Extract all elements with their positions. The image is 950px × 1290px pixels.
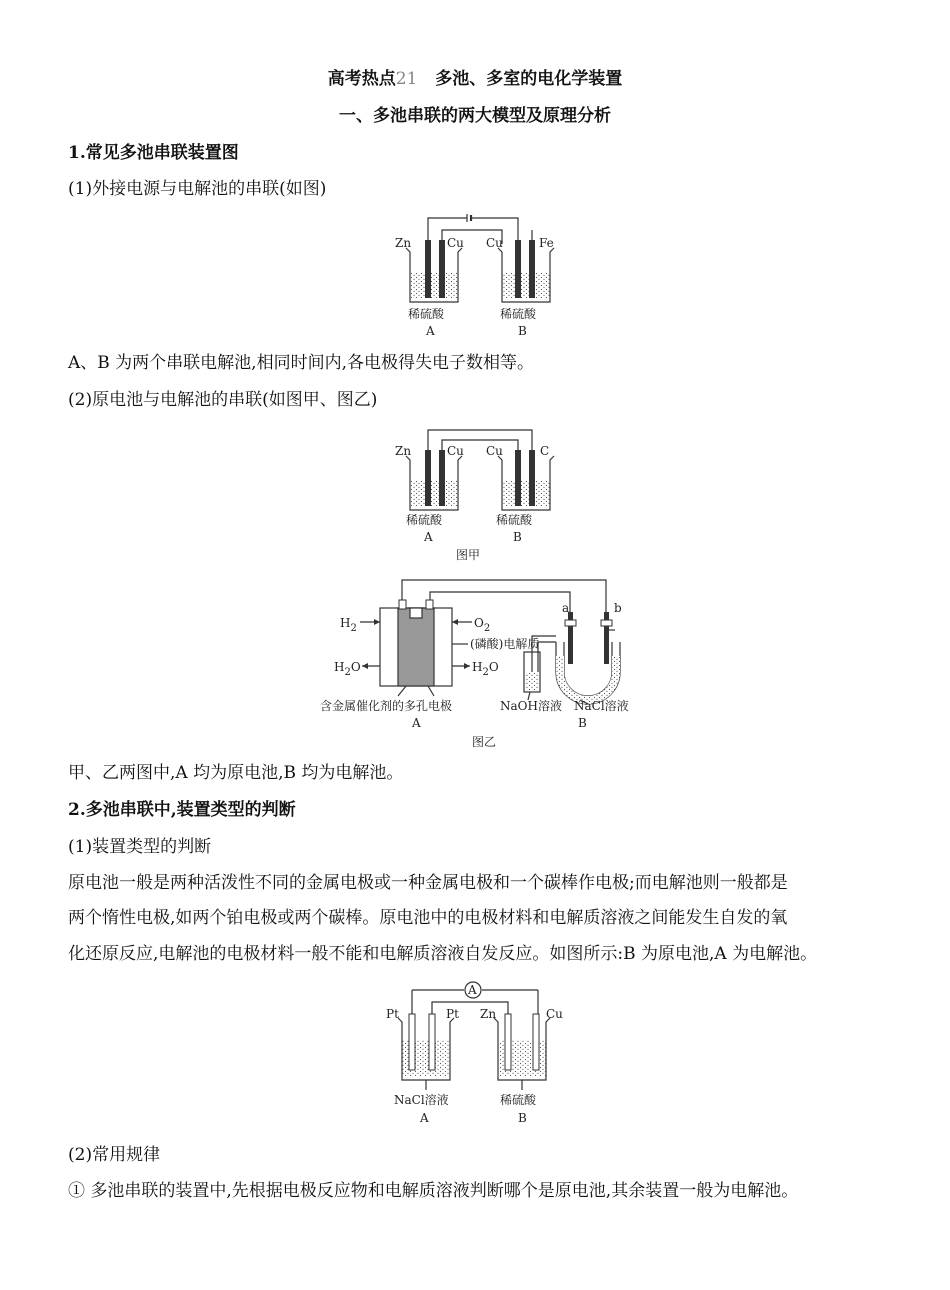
figure-caption: 图甲 (456, 548, 481, 562)
label-b: b (614, 601, 622, 615)
label-cu-1: Cu (447, 444, 464, 458)
figure-2 (390, 424, 570, 564)
s1-heading: 1.常见多池串联装置图 (68, 143, 239, 163)
label-o2-sub: 2 (483, 623, 491, 634)
label-cu-1: Cu (447, 236, 464, 250)
label-sol-a: NaCl溶液 (394, 1093, 449, 1107)
label-sol-a: 稀硫酸 (408, 307, 445, 321)
label-cu-2: Cu (486, 444, 503, 458)
label-zn: Zn (480, 1007, 497, 1021)
figure-4 (384, 974, 574, 1134)
title-text: 多池、多室的电化学装置 (435, 69, 623, 89)
caption-a: A (412, 716, 421, 730)
label-pt-1: Pt (386, 1007, 399, 1021)
s1-note2: 甲、乙两图中,A 均为原电池,B 均为电解池。 (68, 763, 404, 783)
label-h2o-left-o: O (350, 660, 361, 674)
label-h2o-left: H (334, 660, 345, 674)
label-cu-2: Cu (486, 236, 503, 250)
title-prefix: 高考热点 (327, 69, 396, 89)
electrode-cu-a (439, 240, 445, 298)
label-sol-b: 稀硫酸 (496, 513, 533, 527)
caption-a: A (420, 1111, 429, 1125)
electrode-zn (425, 240, 431, 298)
figure-caption: 图乙 (472, 735, 497, 749)
s2-para-line3: 化还原反应,电解池的电极材料一般不能和电解质溶液自发反应。如图所示:B 为原电池,A 为电解池。 (68, 944, 818, 964)
figure-1 (390, 212, 570, 342)
svg-text:H2O (472, 660, 499, 678)
svg-text:H2O (334, 660, 361, 678)
svg-text:O2 (474, 616, 490, 634)
s2-heading: 2.多池串联中,装置类型的判断 (68, 800, 296, 820)
caption-b: B (518, 1111, 527, 1125)
label-pt-2: Pt (446, 1007, 459, 1021)
label-a: a (562, 601, 570, 615)
caption-b: B (513, 530, 522, 544)
caption-b: B (518, 324, 527, 338)
label-zn: Zn (395, 236, 412, 250)
label-sol-b: 稀硫酸 (500, 1093, 537, 1107)
label-zn: Zn (395, 444, 412, 458)
s2-sub1: (1)装置类型的判断 (68, 837, 212, 857)
s1-sub2: (2)原电池与电解池的串联(如图甲、图乙) (68, 390, 378, 410)
label-h2o-right: H (472, 660, 483, 674)
label-o2: O (474, 616, 484, 630)
label-electrolyte: (磷酸)电解质 (470, 637, 540, 651)
label-h2-sub: 2 (350, 623, 357, 634)
label-sol-a: 稀硫酸 (406, 513, 443, 527)
label-h2o-left-sub: 2 (344, 667, 351, 678)
label-h2o-right-sub: 2 (482, 667, 489, 678)
s1-note1: A、B 为两个串联电解池,相同时间内,各电极得失电子数相等。 (68, 353, 534, 373)
title-number: 21 (395, 69, 418, 89)
caption-a: A (426, 324, 435, 338)
s2-sub2: (2)常用规律 (68, 1145, 161, 1165)
solution-b (502, 272, 550, 298)
label-h2o-right-o: O (488, 660, 499, 674)
caption-a: A (424, 530, 433, 544)
label-naoh: NaOH溶液 (500, 699, 562, 713)
electrode-fe (529, 240, 535, 298)
caption-b: B (578, 716, 587, 730)
s2-para-line1: 原电池一般是两种活泼性不同的金属电极或一种金属电极和一个碳棒作电极;而电解池则一般都是 (68, 873, 788, 893)
solution-a (410, 272, 458, 298)
label-c: C (540, 444, 550, 458)
label-fe: Fe (539, 236, 554, 250)
electrode-cu-b (515, 240, 521, 298)
ammeter-label: A (468, 983, 477, 997)
page-title (0, 68, 950, 90)
svg-text:H2 (340, 616, 357, 634)
label-sol-b: 稀硫酸 (500, 307, 537, 321)
section-heading: 一、多池串联的两大模型及原理分析 (339, 106, 611, 126)
s2-rule1: ① 多池串联的装置中,先根据电极反应物和电解质溶液判断哪个是原电池,其余装置一般为电解池。 (68, 1181, 799, 1201)
s1-sub1: (1)外接电源与电解池的串联(如图) (68, 179, 327, 199)
s2-para-line2: 两个惰性电极,如两个铂电极或两个碳棒。原电池中的电极材料和电解质溶液之间能发生自发的氧 (68, 908, 788, 928)
label-nacl: NaCl溶液 (574, 699, 629, 713)
figure-3 (318, 572, 648, 752)
label-catalyst: 含金属催化剂的多孔电极 (320, 699, 453, 713)
label-cu: Cu (546, 1007, 563, 1021)
label-h2: H (340, 616, 351, 630)
